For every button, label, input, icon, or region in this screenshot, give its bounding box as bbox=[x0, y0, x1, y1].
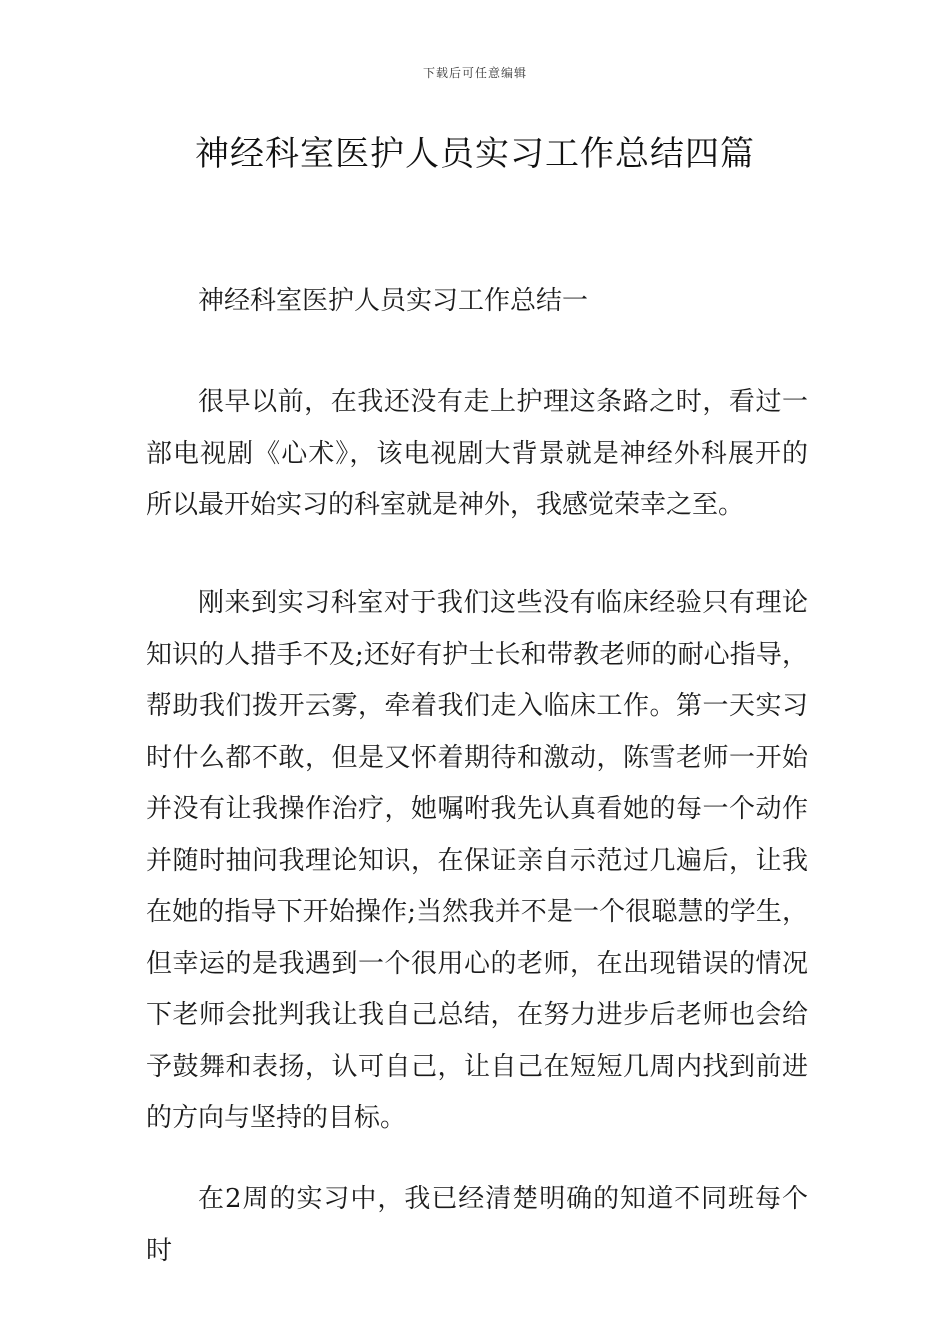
section-heading: 神经科室医护人员实习工作总结一 bbox=[198, 286, 589, 316]
paragraph-1: 很早以前，在我还没有走上护理这条路之时，看过一部电视剧《心术》，该电视剧大背景就是神经外科展开的所以最开始实习的科室就是神外，我感觉荣幸之至。 bbox=[146, 387, 808, 520]
document-title: 神经科室医护人员实习工作总结四篇 bbox=[195, 134, 755, 174]
paragraph-3: 在2周的实习中，我已经清楚明确的知道不同班每个时 bbox=[146, 1184, 808, 1266]
header-note: 下载后可任意编辑 bbox=[422, 66, 527, 80]
paragraph-2: 刚来到实习科室对于我们这些没有临床经验只有理论知识的人措手不及;还好有护士长和带教老师的耐心指导，帮助我们拨开云雾，牵着我们走入临床工作。第一天实习时什么都不敢，但是又怀着期待和激动，陈雪老师一开始并没有让我操作治疗，她嘱咐我先认真看她的每一个动作并随时抽问我理论知识，在保证亲自示范过几遍后，让我在她的指导下开始操作;当然我并不是一个很聪慧的学生，但幸运的是我遇到一个很用心的老师，在出现错误的情况下老师会批判我让我自己总结，在努力进步后老师也会给予鼓舞和表扬，认可自己，让自己在短短几周内找到前进的方向与坚持的目标。 bbox=[146, 588, 808, 1133]
